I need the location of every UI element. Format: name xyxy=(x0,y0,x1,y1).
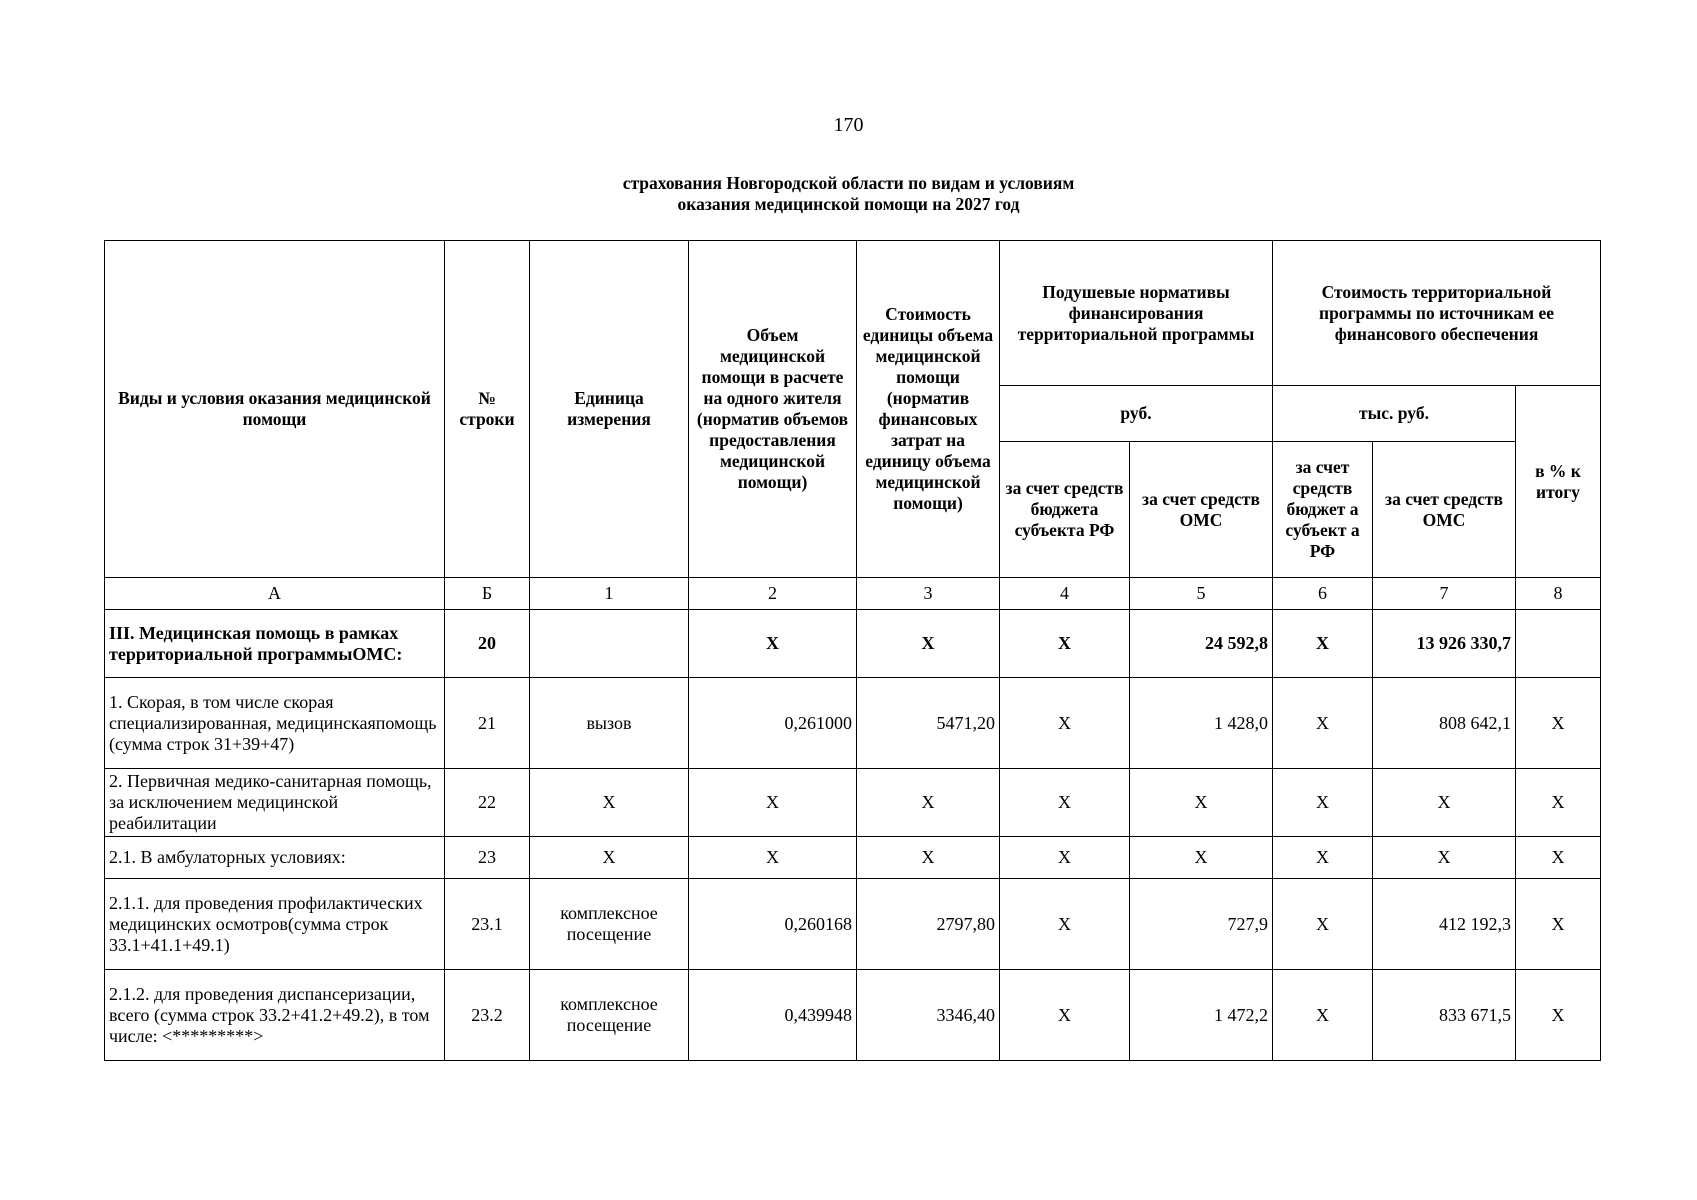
header-cost: Стоимость единицы объема медицинской помощи (норматив финансовых затрат на единицу объема медицинской помощи) xyxy=(857,241,1000,578)
header-oms: за счет средств ОМС xyxy=(1130,442,1273,578)
cell-unit: Х xyxy=(530,769,689,837)
document-title xyxy=(0,173,1697,215)
cell-oms: Х xyxy=(1130,769,1273,837)
header-oms-thous: за счет средств ОМС xyxy=(1373,442,1516,578)
colnum-a: А xyxy=(105,578,445,610)
cell-budget-thous: Х xyxy=(1273,610,1373,678)
cell-volume: 0,261000 xyxy=(689,678,857,769)
table-row xyxy=(105,678,1601,769)
cell-cost: Х xyxy=(857,837,1000,879)
cell-name: III. Медицинская помощь в рамках территориальной программыОМС: xyxy=(105,610,445,678)
cell-name: 2.1.1. для проведения профилактических медицинских осмотров(сумма строк 33.1+41.1+49.1) xyxy=(105,879,445,970)
cell-volume: 0,260168 xyxy=(689,879,857,970)
table-row xyxy=(105,769,1601,837)
table-row xyxy=(105,879,1601,970)
header-unit: Единица измерения xyxy=(530,241,689,578)
cell-unit xyxy=(530,610,689,678)
cell-budget-thous: Х xyxy=(1273,879,1373,970)
cell-oms: 24 592,8 xyxy=(1130,610,1273,678)
cell-budget: Х xyxy=(1000,879,1130,970)
colnum-3: 3 xyxy=(857,578,1000,610)
cell-cost: 5471,20 xyxy=(857,678,1000,769)
header-row-no: № строки xyxy=(445,241,530,578)
table-row xyxy=(105,610,1601,678)
cell-percent: Х xyxy=(1516,769,1601,837)
colnum-6: 6 xyxy=(1273,578,1373,610)
cell-budget-thous: Х xyxy=(1273,678,1373,769)
table-row xyxy=(105,837,1601,879)
cell-row-no: 22 xyxy=(445,769,530,837)
cell-cost: Х xyxy=(857,769,1000,837)
header-percent: в % к итогу xyxy=(1516,386,1601,578)
cell-percent xyxy=(1516,610,1601,678)
cell-name: 1. Скорая, в том числе скорая специализированная, медицинскаяпомощь (сумма строк 31+39+47) xyxy=(105,678,445,769)
cell-oms-thous: 13 926 330,7 xyxy=(1373,610,1516,678)
colnum-1: 1 xyxy=(530,578,689,610)
cell-oms: Х xyxy=(1130,837,1273,879)
colnum-7: 7 xyxy=(1373,578,1516,610)
header-program-cost: Стоимость территориальной программы по источникам ее финансового обеспечения xyxy=(1273,241,1601,386)
cell-name: 2.1. В амбулаторных условиях: xyxy=(105,837,445,879)
cell-oms-thous: Х xyxy=(1373,769,1516,837)
table-row xyxy=(105,970,1601,1061)
cell-row-no: 23.2 xyxy=(445,970,530,1061)
header-budget-rf-thous: за счет средств бюджет а субъект а РФ xyxy=(1273,442,1373,578)
cell-budget: Х xyxy=(1000,610,1130,678)
cell-cost: 2797,80 xyxy=(857,879,1000,970)
cell-oms-thous: 808 642,1 xyxy=(1373,678,1516,769)
cell-volume: 0,439948 xyxy=(689,970,857,1061)
cell-unit: комплексное посещение xyxy=(530,879,689,970)
cell-percent: Х xyxy=(1516,837,1601,879)
cell-unit: Х xyxy=(530,837,689,879)
cell-unit: комплексное посещение xyxy=(530,970,689,1061)
cell-unit: вызов xyxy=(530,678,689,769)
colnum-b: Б xyxy=(445,578,530,610)
header-types: Виды и условия оказания медицинской помощи xyxy=(105,241,445,578)
cell-cost: 3346,40 xyxy=(857,970,1000,1061)
cell-name: 2.1.2. для проведения диспансеризации, всего (сумма строк 33.2+41.2+49.2), в том числе: <*********> xyxy=(105,970,445,1061)
cell-oms: 1 428,0 xyxy=(1130,678,1273,769)
cell-oms: 1 472,2 xyxy=(1130,970,1273,1061)
page-number: 170 xyxy=(833,114,864,136)
cell-row-no: 20 xyxy=(445,610,530,678)
cell-budget-thous: Х xyxy=(1273,837,1373,879)
cell-budget-thous: Х xyxy=(1273,769,1373,837)
cell-volume: Х xyxy=(689,610,857,678)
colnum-4: 4 xyxy=(1000,578,1130,610)
cell-budget: Х xyxy=(1000,769,1130,837)
cell-row-no: 21 xyxy=(445,678,530,769)
cell-name: 2. Первичная медико-санитарная помощь, за исключением медицинской реабилитации xyxy=(105,769,445,837)
header-per-capita: Подушевые нормативы финансирования территориальной программы xyxy=(1000,241,1273,386)
colnum-5: 5 xyxy=(1130,578,1273,610)
cell-volume: Х xyxy=(689,837,857,879)
title-line-1: страхования Новгородской области по видам и условиям xyxy=(622,173,1075,193)
program-cost-table xyxy=(104,240,1601,1061)
cell-volume: Х xyxy=(689,769,857,837)
cell-cost: Х xyxy=(857,610,1000,678)
cell-budget-thous: Х xyxy=(1273,970,1373,1061)
cell-row-no: 23 xyxy=(445,837,530,879)
cell-oms-thous: 833 671,5 xyxy=(1373,970,1516,1061)
cell-oms: 727,9 xyxy=(1130,879,1273,970)
cell-oms-thous: Х xyxy=(1373,837,1516,879)
header-volume: Объем медицинской помощи в расчете на одного жителя (норматив объемов предоставления медицинской помощи) xyxy=(689,241,857,578)
header-thous-rub: тыс. руб. xyxy=(1273,386,1516,442)
cell-oms-thous: 412 192,3 xyxy=(1373,879,1516,970)
column-numbers-row xyxy=(105,578,1601,610)
header-rub: руб. xyxy=(1000,386,1273,442)
cell-percent: Х xyxy=(1516,970,1601,1061)
colnum-2: 2 xyxy=(689,578,857,610)
cell-budget: Х xyxy=(1000,678,1130,769)
cell-budget: Х xyxy=(1000,970,1130,1061)
title-line-2: оказания медицинской помощи на 2027 год xyxy=(677,194,1020,214)
colnum-8: 8 xyxy=(1516,578,1601,610)
cell-budget: Х xyxy=(1000,837,1130,879)
header-budget-rf: за счет средств бюджета субъекта РФ xyxy=(1000,442,1130,578)
cell-percent: Х xyxy=(1516,678,1601,769)
cell-row-no: 23.1 xyxy=(445,879,530,970)
cell-percent: Х xyxy=(1516,879,1601,970)
